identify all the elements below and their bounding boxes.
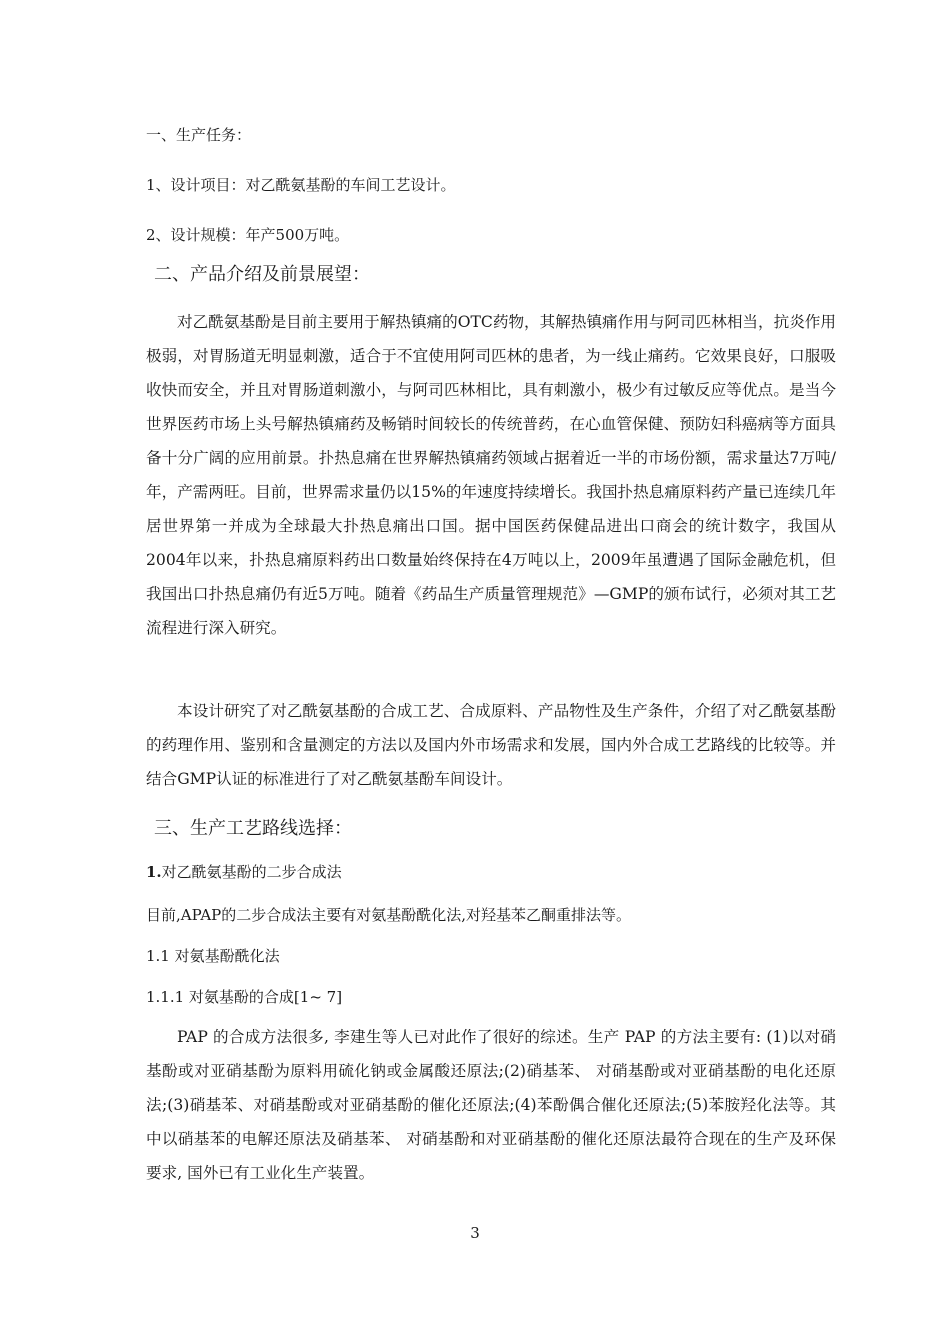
intro-paragraph-2: 本设计研究了对乙酰氨基酚的合成工艺、合成原料、产品物性及生产条件，介绍了对乙酰氨基酚的药理作用、鉴别和含量测定的方法以及国内外市场需求和发展，国内外合成工艺路线的比较等。并结合GMP认证的标准进行了对乙酰氨基酚车间设计。: [146, 702, 836, 788]
subheading-text: 对乙酰氨基酚的二步合成法: [161, 863, 342, 881]
two-step-description: 目前,APAP的二步合成法主要有对氨基酚酰化法,对羟基苯乙酮重排法等。: [146, 906, 632, 924]
subheading-1-1-1: 1.1.1 对氨基酚的合成[1~ 7]: [146, 988, 343, 1006]
section-heading-route: 三、生产工艺路线选择：: [154, 818, 352, 839]
page-number: 3: [470, 1224, 480, 1242]
subheading-number: 1.: [146, 863, 162, 881]
section-heading-intro: 二、产品介绍及前景展望：: [154, 264, 370, 285]
subheading-two-step: [146, 862, 342, 882]
section-heading-task: 一、生产任务：: [146, 126, 252, 144]
task-item-scale: 2、设计规模：年产500万吨。: [146, 226, 350, 244]
subheading-1-1: 1.1 对氨基酚酰化法: [146, 947, 280, 965]
intro-paragraph-1: 对乙酰氨基酚是目前主要用于解热镇痛的OTC药物，其解热镇痛作用与阿司匹林相当，抗炎作用极弱，对胃肠道无明显刺激，适合于不宜使用阿司匹林的患者，为一线止痛药。它效果良好，口服吸收快而安全，并且对胃肠道刺激小，与阿司匹林相比，具有刺激小，极少有过敏反应等优点。是当今世界医药市场上头号解热镇痛药及畅销时间较长的传统普药，在心血管保健、预防妇科癌病等方面具备十分广阔的应用前景。扑热息痛在世界解热镇痛药领域占据着近一半的市场份额，需求量达7万吨/年，产需两旺。目前，世界需求量仍以15%的年速度持续增长。我国扑热息痛原料药产量已连续几年居世界第一并成为全球最大扑热息痛出口国。据中国医药保健品进出口商会的统计数字，我国从2004年以来，扑热息痛原料药出口数量始终保持在4万吨以上，2009年虽遭遇了国际金融危机，但我国出口扑热息痛仍有近5万吨。随着《药品生产质量管理规范》—GMP的颁布试行，必须对其工艺流程进行深入研究。: [146, 313, 836, 637]
task-item-project: 1、设计项目：对乙酰氨基酚的车间工艺设计。: [146, 176, 456, 194]
pap-synthesis-paragraph: PAP 的合成方法很多, 李建生等人已对此作了很好的综述。生产 PAP 的方法主要有: (1)以对硝基酚或对亚硝基酚为原料用硫化钠或金属酸还原法;(2)硝基苯、 对硝基酚或对亚硝基酚的电化还原法;(3)硝基苯、对硝基酚或对亚硝基酚的催化还原法;(4)苯酚偶合催化还原法;(5)苯胺羟化法等。其中以硝基苯的电解还原法及硝基苯、 对硝基酚和对亚硝基酚的催化还原法最符合现在的生产及环保要求, 国外已有工业化生产装置。: [146, 1028, 836, 1182]
